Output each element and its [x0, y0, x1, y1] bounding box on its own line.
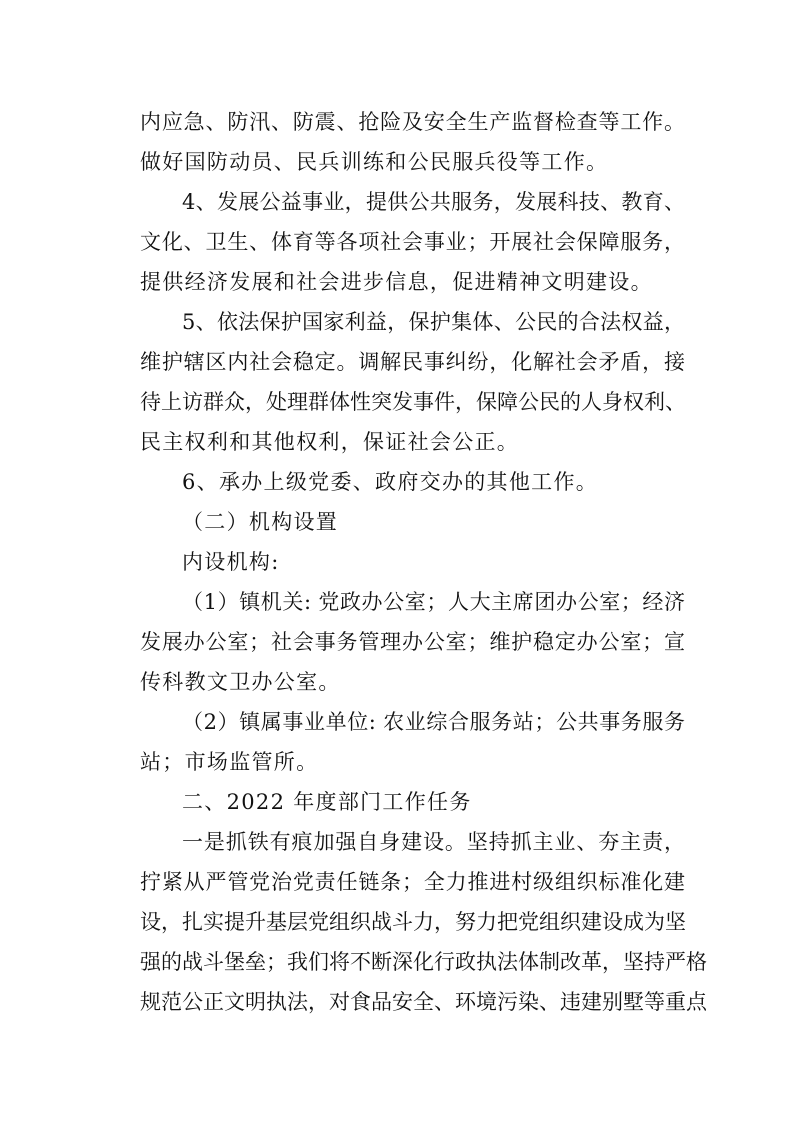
- document-body: [140, 102, 707, 1022]
- text-line-7: 维护辖区内社会稳定。调解民事纠纷，化解社会矛盾，接: [140, 350, 685, 374]
- text-line-20: 拧紧从严管党治党责任链条；全力推进村级组织标准化建: [140, 870, 685, 894]
- text-line-17: 站；市场监管所。: [140, 750, 319, 774]
- text-line-2: 做好国防动员、民兵训练和公民服兵役等工作。: [140, 150, 609, 174]
- text-line-12: 内设机构:: [182, 550, 280, 574]
- text-line-19: 一是抓铁有痕加强自身建设。坚持抓主业、夯主责，: [182, 830, 685, 854]
- text-line-14: 发展办公室；社会事务管理办公室；维护稳定办公室；宣: [140, 630, 685, 654]
- text-line-16: （2）镇属事业单位: 农业综合服务站；公共事务服务: [182, 710, 685, 734]
- text-line-15: 传科教文卫办公室。: [140, 670, 341, 694]
- text-line-5: 提供经济发展和社会进步信息，促进精神文明建设。: [140, 270, 653, 294]
- text-line-3: 4、发展公益事业，提供公共服务，发展科技、教育、: [182, 190, 685, 214]
- text-line-9: 民主权利和其他权利，保证社会公正。: [140, 430, 520, 454]
- text-line-10: 6、承办上级党委、政府交办的其他工作。: [182, 470, 599, 494]
- text-line-23: 规范公正文明执法，对食品安全、环境污染、违建别墅等重点: [140, 990, 707, 1014]
- section-heading-structure: （二）机构设置: [182, 510, 339, 534]
- text-line-21: 设，扎实提升基层党组织战斗力，努力把党组织建设成为坚: [140, 910, 686, 934]
- text-line-13: （1）镇机关: 党政办公室；人大主席团办公室；经济: [182, 590, 685, 614]
- section-heading-tasks: 二、2022 年度部门工作任务: [182, 790, 472, 814]
- text-line-8: 待上访群众，处理群体性突发事件，保障公民的人身权利、: [140, 390, 686, 414]
- text-line-6: 5、依法保护国家利益，保护集体、公民的合法权益，: [182, 310, 685, 334]
- text-line-4: 文化、卫生、体育等各项社会事业；开展社会保障服务，: [140, 230, 685, 254]
- text-line-1: 内应急、防汛、防震、抢险及安全生产监督检查等工作。: [140, 110, 685, 134]
- text-line-22: 强的战斗堡垒；我们将不断深化行政执法体制改革，坚持严格: [140, 950, 707, 974]
